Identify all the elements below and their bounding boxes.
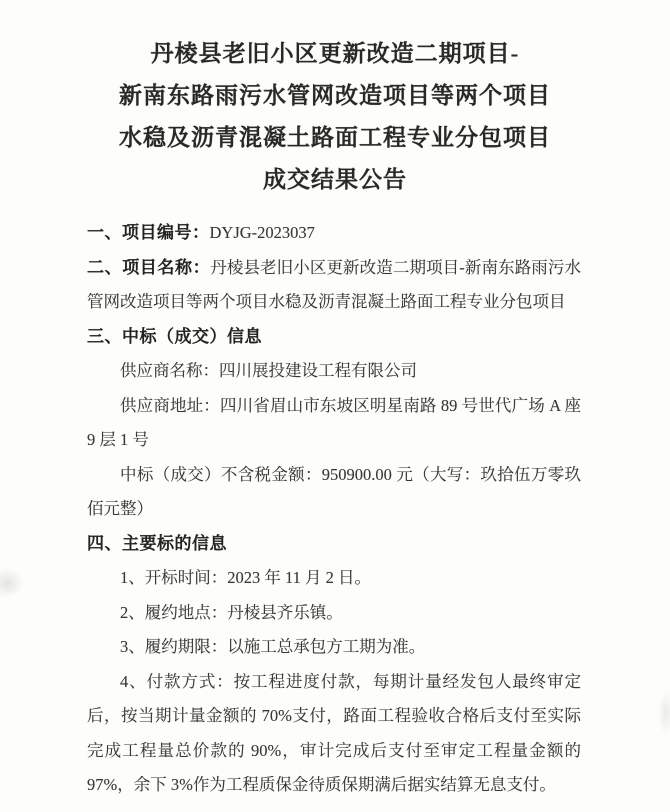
scan-smudge — [658, 690, 670, 736]
document-body — [87, 216, 581, 803]
section-heading: 三、中标（成交）信息 — [87, 326, 262, 346]
document-title-line-1: 丹棱县老旧小区更新改造二期项目- — [150, 41, 520, 66]
paragraph: 供应商名称：四川展投建设工程有限公司 — [120, 361, 417, 380]
document-title-line-4: 成交结果公告 — [263, 167, 407, 192]
paragraph: 中标（成交）不含税金额：950900.00 元（大写：玖拾伍万零玖佰元整） — [87, 464, 581, 518]
section-heading: 四、主要标的信息 — [87, 533, 227, 553]
document-title — [0, 0, 670, 201]
paragraph: 二、项目名称：丹棱县老旧小区更新改造二期项目-新南东路雨污水管网改造项目等两个项目水稳及沥青混凝土路面工程专业分包项目 — [87, 257, 582, 311]
paragraph: 2、履约地点：丹棱县齐乐镇。 — [120, 602, 343, 622]
paragraph: 3、履约期限：以施工总承包方工期为准。 — [120, 637, 426, 656]
paragraph: 供应商地址：四川省眉山市东坡区明星南路 89 号世代广场 A 座 9 层 1 号 — [87, 395, 581, 449]
document-title-line-2: 新南东路雨污水管网改造项目等两个项目 — [119, 83, 551, 108]
paragraph: 一、项目编号：DYJG-2023037 — [87, 223, 315, 242]
paragraph: 4、付款方式：按工程进度付款，每期计量经发包人最终审定后，按当期计量金额的 70%支付，路面工程验收合格后支付至实际完成工程量总价款的 90%，审计完成后支付至审定工程量金额的 97%，余下 3%作为工程质保金待质保期满后据实结算无息支付。 — [87, 671, 581, 794]
paragraph-label: 一、项目编号： — [87, 223, 210, 242]
document-title-line-3: 水稳及沥青混凝土路面工程专业分包项目 — [119, 125, 551, 150]
paragraph-label: 二、项目名称： — [87, 257, 211, 277]
scan-smudge — [0, 568, 24, 598]
paragraph: 1、开标时间：2023 年 11 月 2 日。 — [120, 568, 372, 587]
